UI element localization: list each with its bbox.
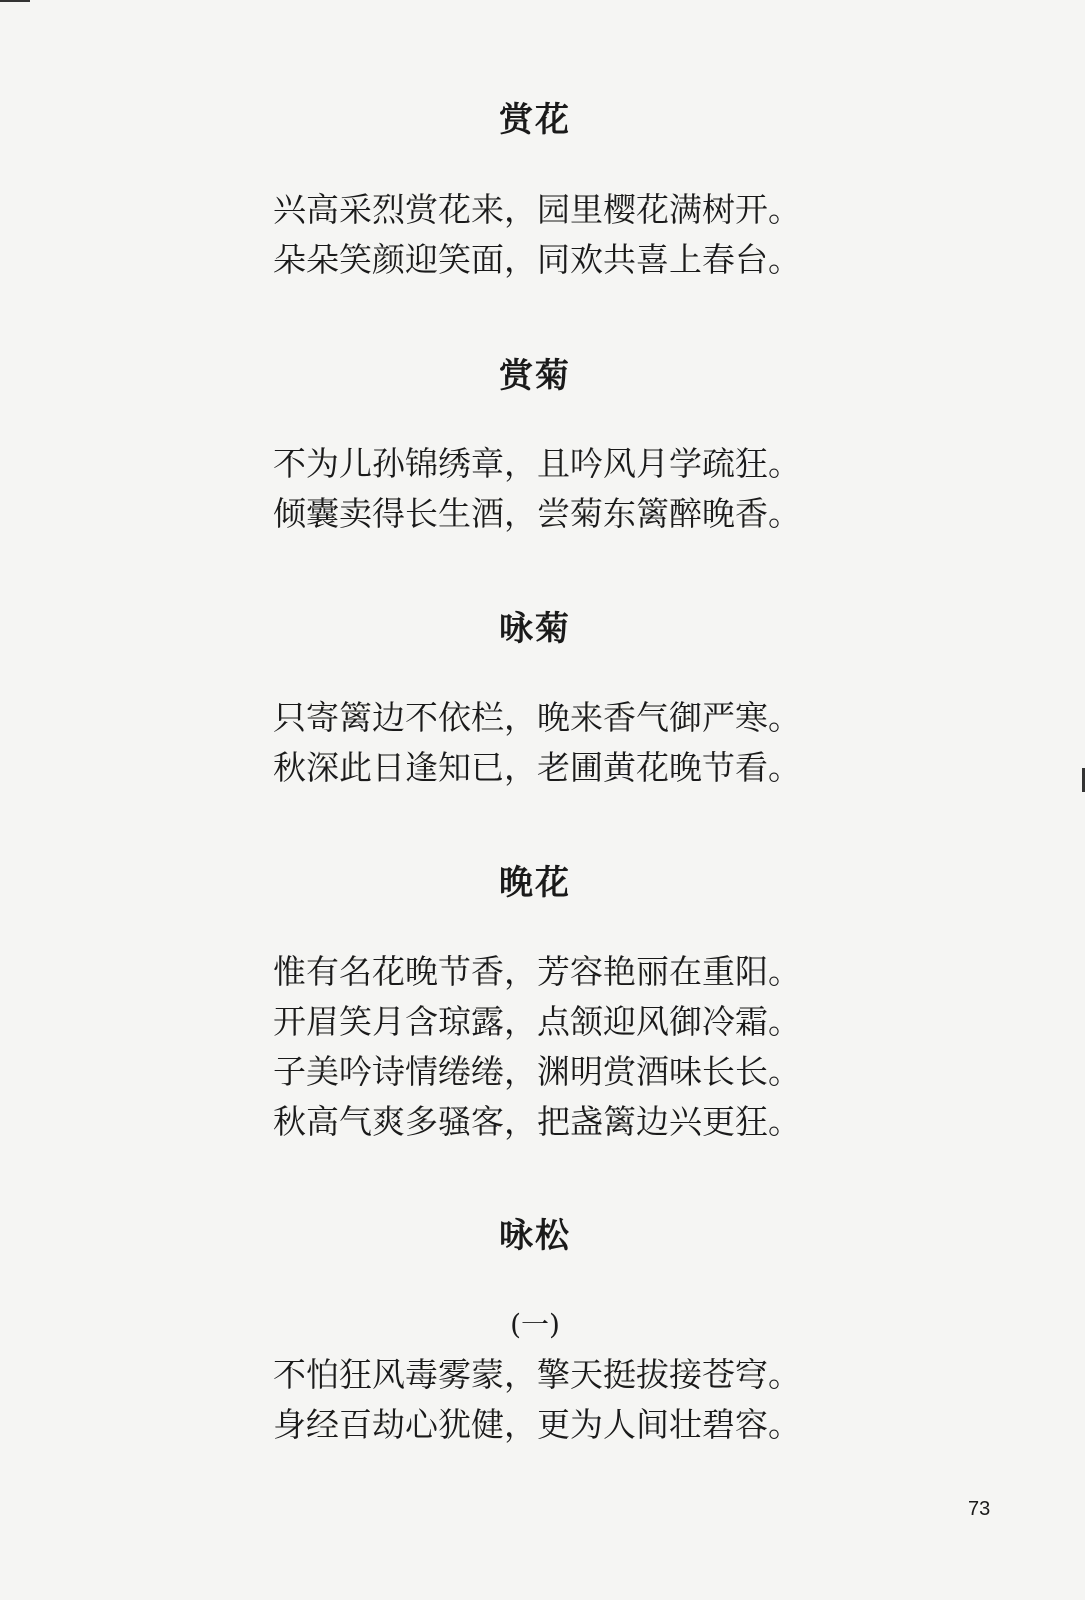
- poem-subtitle: (一): [510, 1308, 560, 1341]
- poem-title: 晚花: [499, 863, 571, 903]
- poem-line: 兴高采烈赏花来，园里樱花满树开。: [273, 190, 801, 229]
- poem-title: 咏松: [499, 1216, 571, 1256]
- scan-edge-mark: [0, 0, 30, 2]
- page-number: 73: [968, 1498, 991, 1520]
- poem-line: 不怕狂风毒雾蒙，擎天挺拔接苍穹。: [273, 1355, 801, 1394]
- poem-line: 倾囊卖得长生酒，尝菊东篱醉晚香。: [273, 494, 801, 533]
- poem-line: 不为儿孙锦绣章，且吟风月学疏狂。: [273, 444, 801, 483]
- poem-title: 赏花: [499, 100, 571, 140]
- poem-line: 开眉笑月含琼露，点颔迎风御冷霜。: [273, 1002, 801, 1041]
- poem-line: 朵朵笑颜迎笑面，同欢共喜上春台。: [273, 240, 801, 279]
- poem-line: 秋高气爽多骚客，把盏篱边兴更狂。: [273, 1102, 801, 1141]
- poem-line: 子美吟诗情绻绻，渊明赏酒味长长。: [273, 1052, 801, 1091]
- poem-line: 秋深此日逢知已，老圃黄花晚节看。: [273, 748, 801, 787]
- poem-line: 只寄篱边不依栏，晚来香气御严寒。: [273, 698, 801, 737]
- poem-title: 赏菊: [499, 356, 571, 396]
- poem-title: 咏菊: [499, 609, 571, 649]
- poem-line: 惟有名花晚节香，芳容艳丽在重阳。: [273, 952, 801, 991]
- poem-line: 身经百劫心犹健，更为人间壮碧容。: [273, 1405, 801, 1444]
